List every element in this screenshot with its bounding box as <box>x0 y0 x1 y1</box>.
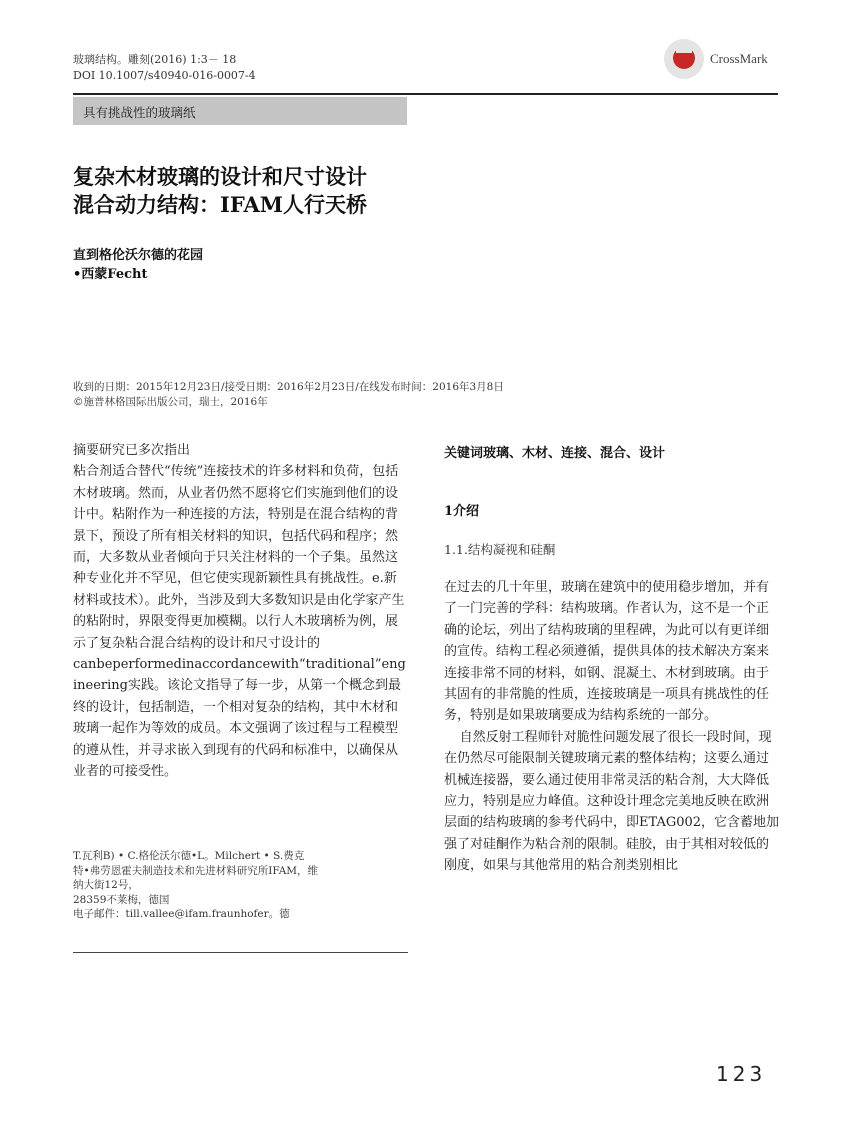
page-number: 123 <box>716 1062 767 1086</box>
copyright-line: ©施普林格国际出版公司，瑞士，2016年 <box>73 396 268 408</box>
body-paragraph-2: 自然反射工程师针对脆性问题发展了很长一段时间，现在仍然尽可能限制关键玻璃元素的整体结构；这要么通过机械连接器，要么通过使用非常灵活的粘合剂，大大降低应力，特别是应力峰值。这种设计理念完美地反映在欧洲层面的结构玻璃的参考代码中，即ETAG002，它含蓄地加强了对硅酮作为粘合剂的限制。硅胶，由于其相对较低的刚度，如果与其他常用的粘合剂类别相比 <box>444 729 780 874</box>
body-paragraph-1: 在过去的几十年里，玻璃在建筑中的使用稳步增加，并有了一门完善的学科：结构玻璃。作者认为，这不是一个正确的论坛，列出了结构玻璃的里程碑，为此可以有更详细的宣传。结构工程必须遵循，提供具体的技术解决方案来连接非常不同的材料，如钢、混凝土、木材到玻璃。由于其固有的非常脆的性质，连接玻璃是一项具有挑战性的任务，特别是如果玻璃要成为结构系统的一部分。 <box>444 580 770 724</box>
abstract-text-continued: canbeperformedinaccordancewith“traditional”engineering实践。该论文指导了每一步，从第一个概念到最终的设计，包括制造，一个相对复杂的结构，其中木材和玻璃一起作为等效的成员。本文强调了该过程与工程模型的遵从性，并寻求嵌入到现有的代码和标准中，以确保从业者的可接受性。 <box>73 657 406 780</box>
affiliation-line-4: 28359不莱梅，德国 <box>73 893 170 906</box>
doi-line: DOI 10.1007/s40940-016-0007-4 <box>73 69 256 82</box>
affiliation-line-3: 纳大街12号， <box>73 879 139 891</box>
email-line[interactable]: 电子邮件：till.vallee@ifam.fraunhofer。德 <box>73 908 290 920</box>
affiliation <box>73 849 409 922</box>
journal-line: 玻璃结构。雕刻(2016) 1:3－ 18 <box>73 53 237 66</box>
section-tag: 具有挑战性的玻璃纸 <box>83 105 196 120</box>
publication-dates <box>73 380 504 410</box>
abstract-text: 粘合剂适合替代“传统”连接技术的许多材料和负荷，包括木材玻璃。然而，从业者仍然不愿将它们实施到他们的设计中。粘附作为一种连接的方法，特别是在混合结构的背景下，预设了所有相关材料的知识，包括代码和程序；然而，大多数从业者倾向于只关注材料的一个子集。虽然这种专业化并不罕见，但它使实现新颖性具有挑战性。e.新材料或技术）。此外，当涉及到大多数知识是由化学家产生的粘附时，界限变得更加模糊。以行人木玻璃桥为例，展示了复杂粘合混合结构的设计和尺寸设计的 <box>73 464 405 651</box>
header-rule <box>73 93 778 95</box>
crossmark-label: CrossMark <box>710 51 768 66</box>
article-title <box>73 163 473 219</box>
subsection-heading: 1.1.结构凝视和硅酮 <box>444 542 556 557</box>
abstract <box>73 440 409 783</box>
title-line-1: 复杂木材玻璃的设计和尺寸设计 <box>73 164 367 189</box>
affiliation-line-1: T.瓦利B) • C.格伦沃尔德•L。Milchert • S.费克 <box>73 850 305 862</box>
authors-line-2: •西蒙Fecht <box>73 267 148 282</box>
body-text <box>444 577 780 877</box>
footnote-rule <box>73 952 408 953</box>
section-heading-introduction: 1介绍 <box>444 504 480 519</box>
crossmark-badge[interactable] <box>664 38 779 80</box>
journal-header <box>73 52 256 84</box>
authors <box>73 246 203 284</box>
keywords: 关键词玻璃、木材、连接、混合、设计 <box>444 446 666 461</box>
title-line-2: 混合动力结构：IFAM人行天桥 <box>73 192 368 217</box>
section-tag-bar <box>73 97 407 125</box>
affiliation-line-2: 特•弗劳恩霍夫制造技术和先进材料研究所IFAM，维 <box>73 864 319 877</box>
abstract-heading: 摘要研究已多次指出 <box>73 443 191 458</box>
crossmark-icon <box>664 39 704 79</box>
dates-line: 收到的日期：2015年12月23日/接受日期：2016年2月23日/在线发布时间：2016年3月8日 <box>73 381 504 393</box>
authors-line-1: 直到格伦沃尔德的花园 <box>73 248 204 263</box>
